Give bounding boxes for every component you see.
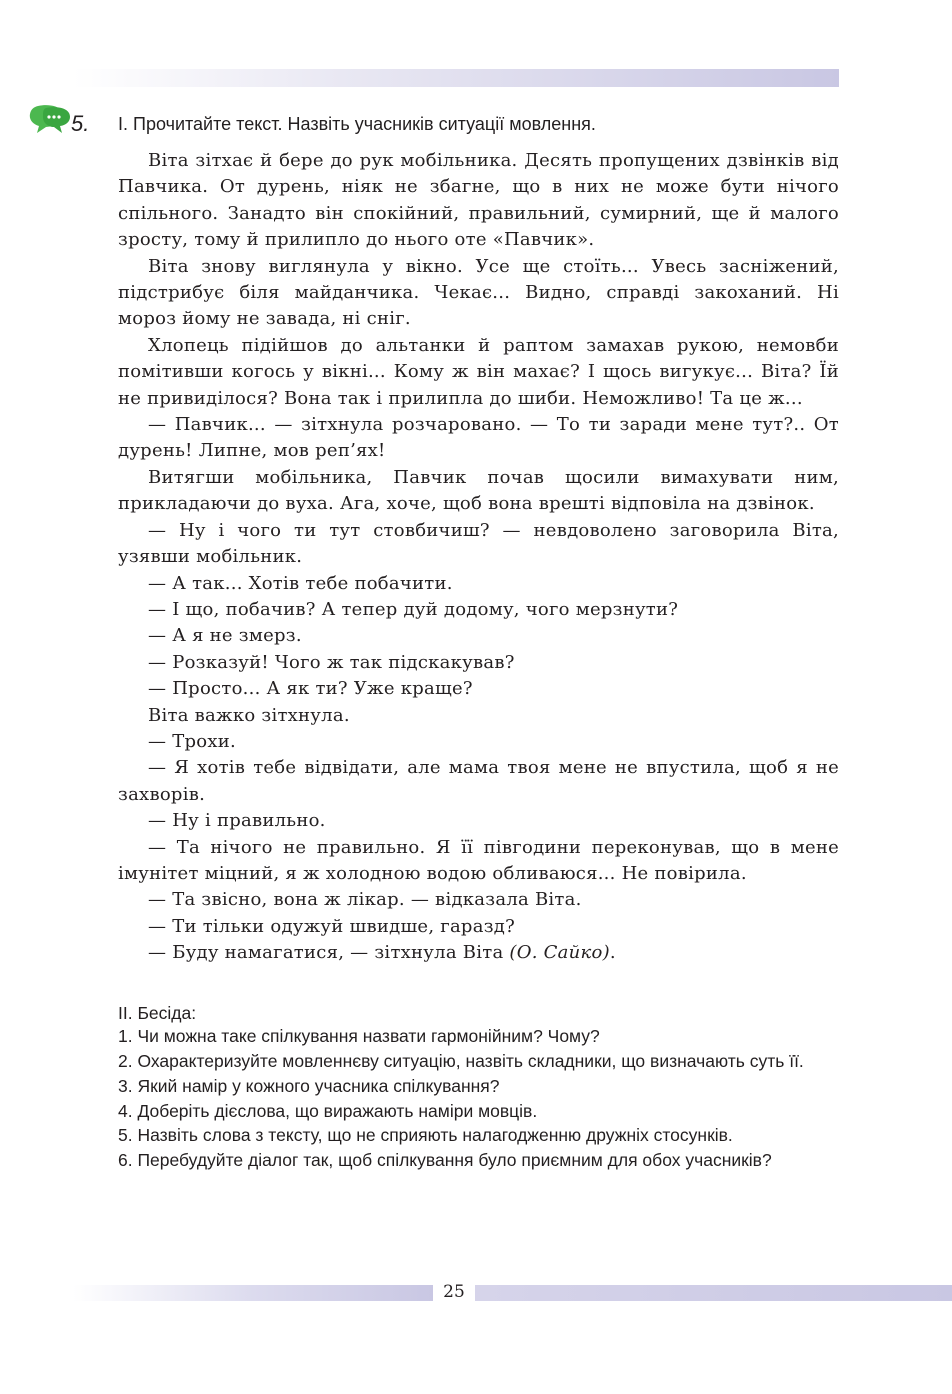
story-paragraph: — Ти тільки одужуй швидше, гаразд? bbox=[148, 915, 515, 937]
story-paragraph: — Я хотів тебе відвідати, але мама твоя мене не впустила, щоб я не захворів. bbox=[118, 757, 839, 805]
discussion-questions bbox=[118, 1025, 839, 1172]
story-paragraph: Віта знову виглянула у вікно. Усе ще стоїть... Увесь засніжений, підстрибує біля майданчика. Чекає... Видно, справді закоханий. Ні мороз йому не завада, ні сніг. bbox=[118, 255, 839, 330]
footer-decor-band-right bbox=[475, 1285, 952, 1301]
story-paragraph: — Ну і чого ти тут стовбичиш? — невдоволено заговорила Віта, узявши мобільник. bbox=[118, 519, 839, 568]
story-paragraph: — І що, побачив? А тепер дуй додому, чого мерзнути? bbox=[148, 598, 679, 620]
story-last-paragraph bbox=[118, 940, 839, 966]
story-paragraph: Витягши мобільника, Павчик почав щосили вимахувати ним, прикладаючи до вуха. Ага, хоче, щоб вона врешті відповіла на дзвінок. bbox=[118, 466, 839, 515]
story-paragraph: — Розказуй! Чого ж так підскакував? bbox=[148, 651, 515, 673]
story-paragraph: — Та нічого не правильно. Я її півгодини переконував, що в мене імунітет міцний, я ж холодною водою обливаюся... Не повірила. bbox=[118, 836, 839, 884]
task-heading: І. Прочитайте текст. Назвіть учасників ситуації мовлення. bbox=[118, 114, 596, 134]
page-number: 25 bbox=[443, 1282, 465, 1302]
story-paragraph: Віта важко зітхнула. bbox=[148, 704, 350, 726]
story-last-punct: . bbox=[609, 942, 616, 964]
discussion-question: 3. Який намір у кожного учасника спілкування? bbox=[118, 1075, 500, 1096]
discussion-title: ІІ. Бесіда: bbox=[118, 1003, 197, 1023]
story-text bbox=[118, 148, 839, 967]
discussion-question: 6. Перебудуйте діалог так, щоб спілкування було приємним для обох учасників? bbox=[118, 1150, 772, 1171]
story-paragraph: — Ну і правильно. bbox=[148, 810, 326, 832]
story-last-line: — Буду намагатися, — зітхнула Віта bbox=[148, 942, 510, 964]
story-paragraph: — Павчик... — зітхнула розчаровано. — То ти заради мене тут?.. От дурень! Липне, мов реп’ях! bbox=[118, 414, 839, 462]
discussion-question: 1. Чи можна таке спілкування назвати гармонійним? Чому? bbox=[118, 1026, 600, 1047]
discussion-question: 5. Назвіть слова з тексту, що не сприяють налагодженню дружніх стосунків. bbox=[118, 1125, 733, 1146]
task-number: 5. bbox=[71, 111, 90, 136]
discussion-section bbox=[118, 1002, 839, 1174]
discussion-question: 4. Доберіть дієслова, що виражають наміри мовців. bbox=[118, 1100, 538, 1121]
chat-bubbles-icon bbox=[24, 102, 72, 138]
story-author: (О. Сайко) bbox=[509, 942, 610, 964]
header-decor-band bbox=[73, 69, 839, 87]
story-paragraph: — А так... Хотів тебе побачити. bbox=[148, 572, 453, 594]
story-paragraph: Хлопець підійшов до альтанки й раптом замахав рукою, немовби помітивши когось у вікні... Кому ж він махає? І щось вигукує... Віта? Їй не привиділося? Вона так і прилипла до шиби. Неможливо! Та це ж... bbox=[118, 334, 839, 409]
story-paragraph: Віта зітхає й бере до рук мобільника. Десять пропущених дзвінків від Павчика. От дурень, ніяк не збагне, що в них не може бути нічого спільного. Занадто він спокійний, правильний, сумирний, ще й малого зросту, тому й прилипло до нього оте «Павчик». bbox=[118, 150, 839, 251]
story-paragraph: — Просто... А як ти? Уже краще? bbox=[148, 678, 473, 700]
story-paragraph: — Трохи. bbox=[148, 730, 236, 752]
footer-decor-band-left bbox=[73, 1285, 433, 1301]
story-paragraph: — Та звісно, вона ж лікар. — відказала Віта. bbox=[148, 889, 582, 911]
story-paragraph: — А я не змерз. bbox=[148, 625, 302, 647]
discussion-question: 2. Охарактеризуйте мовленнєву ситуацію, назвіть складники, що визначають суть її. bbox=[118, 1051, 804, 1072]
